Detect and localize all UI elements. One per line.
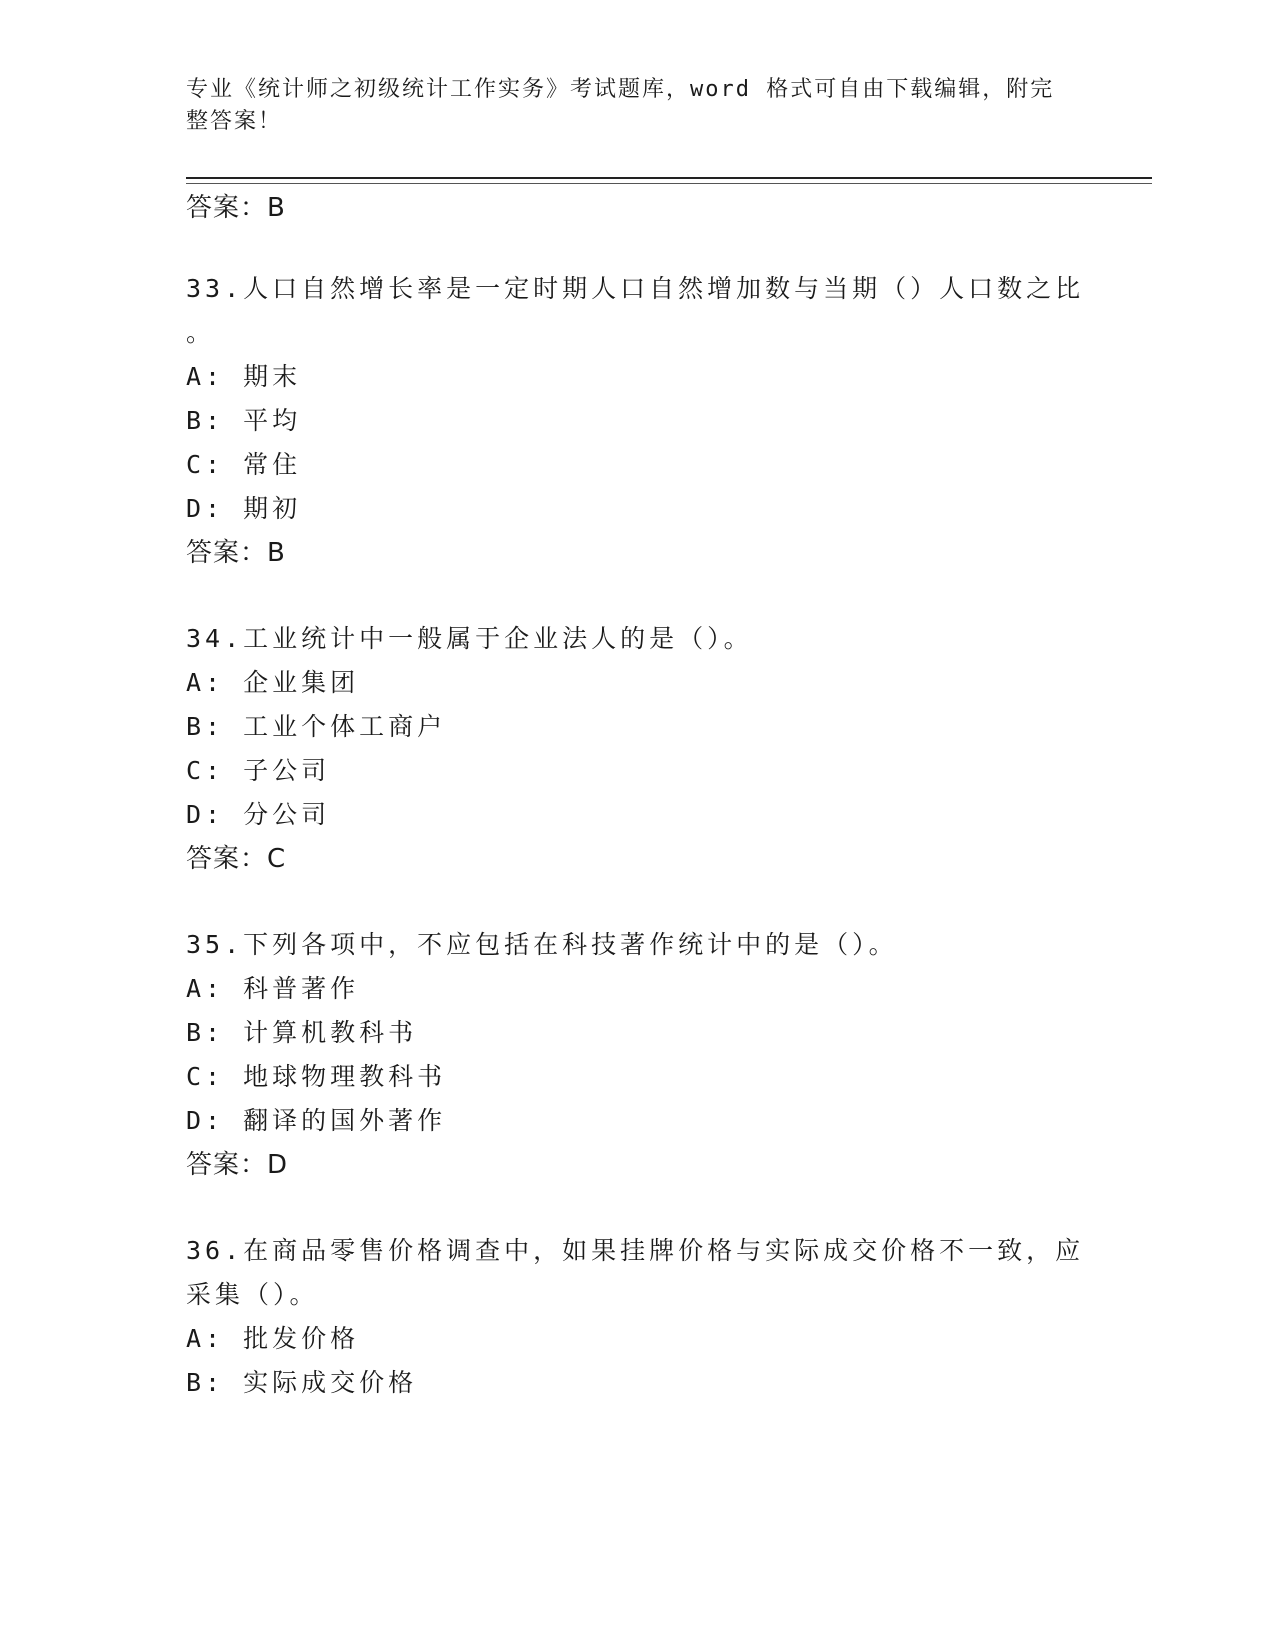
option-d: D: 翻译的国外著作 [186,1106,447,1135]
header-rule-thin [186,183,1152,184]
option-b: B: 工业个体工商户 [186,712,447,741]
header-rule-thick [186,177,1152,179]
question-stem-continued: 采集（）。 [186,1280,319,1309]
option-d: D: 分公司 [186,800,331,829]
option-d: D: 期初 [186,494,302,523]
option-b: B: 平均 [186,406,302,435]
option-c: C: 常住 [186,450,302,479]
option-a: A: 批发价格 [186,1324,360,1353]
question-stem: 34.工业统计中一般属于企业法人的是（）。 [186,624,753,653]
question-stem-continued: 。 [186,318,216,347]
question-stem: 35.下列各项中，不应包括在科技著作统计中的是（）。 [186,930,898,959]
option-a: A: 企业集团 [186,668,360,697]
question-stem: 33.人口自然增长率是一定时期人口自然增加数与当期（）人口数之比 [186,274,1085,303]
answer: 答案：D [186,1150,289,1180]
answer: 答案：C [186,844,287,874]
header-line-1: 专业《统计师之初级统计工作实务》考试题库，word 格式可自由下载编辑，附完 [186,77,1055,102]
option-b: B: 实际成交价格 [186,1368,418,1397]
previous-answer: 答案：B [186,193,286,223]
question-stem: 36.在商品零售价格调查中，如果挂牌价格与实际成交价格不一致，应 [186,1236,1085,1265]
option-a: A: 科普著作 [186,974,360,1003]
header-line-2: 整答案！ [186,109,283,134]
option-a: A: 期末 [186,362,302,391]
option-c: C: 地球物理教科书 [186,1062,447,1091]
option-c: C: 子公司 [186,756,331,785]
answer: 答案：B [186,538,286,568]
option-b: B: 计算机教科书 [186,1018,418,1047]
document-header [186,74,1066,138]
